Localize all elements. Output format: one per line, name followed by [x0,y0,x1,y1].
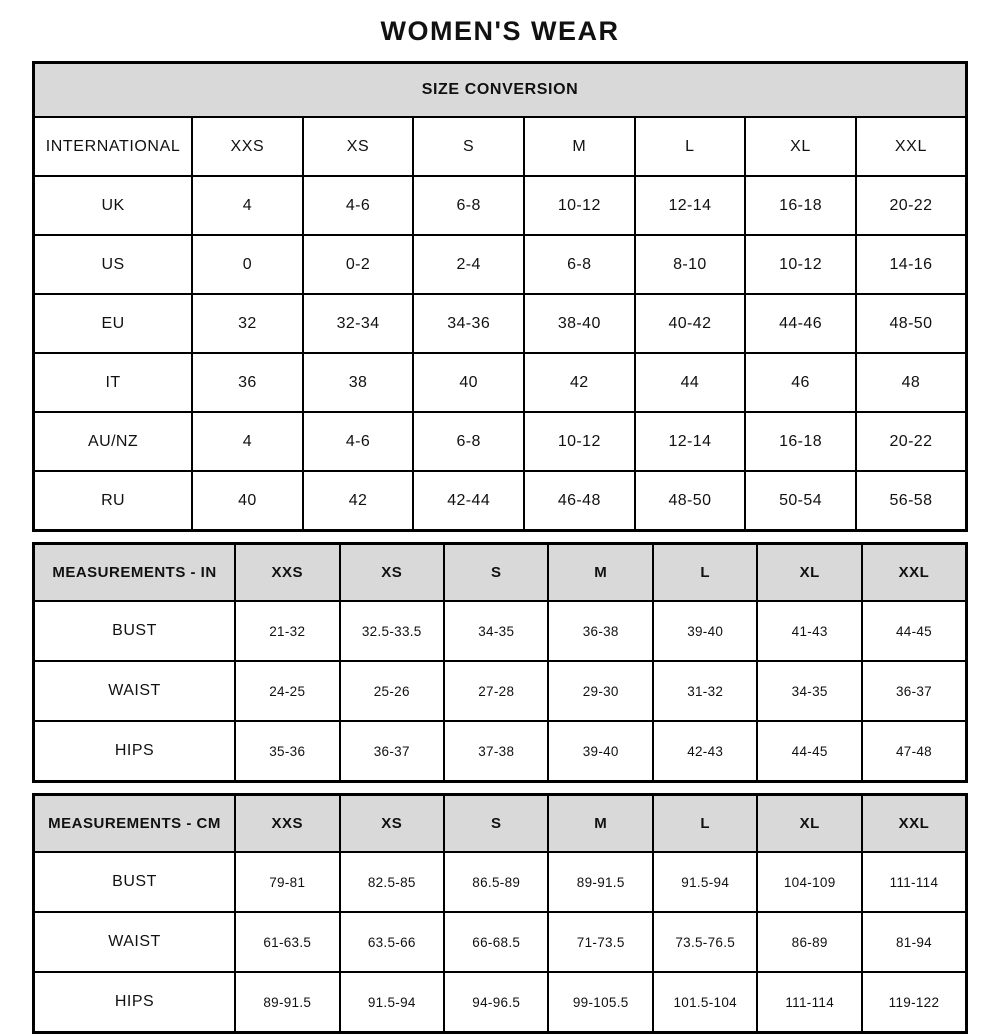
value-cell: 42-43 [653,721,757,782]
row-label: BUST [34,601,236,661]
value-cell: 44-46 [745,294,856,353]
table-title-row [34,63,967,118]
size-col-header: XS [303,117,414,176]
value-cell: 41-43 [757,601,861,661]
value-cell: 50-54 [745,471,856,531]
size-col-header: XS [340,795,444,853]
row-label: BUST [34,852,236,912]
value-cell: 44 [635,353,746,412]
value-cell: 99-105.5 [548,972,652,1033]
value-cell: 36 [192,353,303,412]
table-row [34,353,967,412]
row-label: WAIST [34,912,236,972]
value-cell: 34-35 [757,661,861,721]
value-cell: 39-40 [653,601,757,661]
value-cell: 34-36 [413,294,524,353]
value-cell: 40-42 [635,294,746,353]
table-row [34,661,967,721]
measurements-in-table [32,542,968,783]
size-col-header: XXL [862,795,967,853]
value-cell: 36-37 [862,661,967,721]
value-cell: 86-89 [757,912,861,972]
size-col-header: XL [757,544,861,602]
value-cell: 82.5-85 [340,852,444,912]
value-cell: 101.5-104 [653,972,757,1033]
table-row [34,176,967,235]
value-cell: 0-2 [303,235,414,294]
value-cell: 42 [303,471,414,531]
size-col-header: L [653,544,757,602]
value-cell: 38-40 [524,294,635,353]
value-cell: 6-8 [524,235,635,294]
row-label: UK [34,176,193,235]
value-cell: 25-26 [340,661,444,721]
value-cell: 20-22 [856,176,967,235]
table-row [34,972,967,1033]
measurements-header-row [34,544,967,602]
value-cell: 48-50 [856,294,967,353]
value-cell: 36-38 [548,601,652,661]
value-cell: 10-12 [745,235,856,294]
row-label: US [34,235,193,294]
value-cell: 37-38 [444,721,548,782]
value-cell: 40 [413,353,524,412]
size-col-header: S [444,544,548,602]
value-cell: 48-50 [635,471,746,531]
value-cell: 42-44 [413,471,524,531]
value-cell: 31-32 [653,661,757,721]
value-cell: 61-63.5 [235,912,339,972]
size-col-header: S [413,117,524,176]
size-col-header: L [653,795,757,853]
row-label: IT [34,353,193,412]
value-cell: 91.5-94 [653,852,757,912]
table-row [34,601,967,661]
value-cell: 24-25 [235,661,339,721]
value-cell: 29-30 [548,661,652,721]
value-cell: 14-16 [856,235,967,294]
value-cell: 42 [524,353,635,412]
row-label: EU [34,294,193,353]
value-cell: 6-8 [413,176,524,235]
row-header-label: INTERNATIONAL [34,117,193,176]
value-cell: 0 [192,235,303,294]
row-label: AU/NZ [34,412,193,471]
value-cell: 20-22 [856,412,967,471]
value-cell: 86.5-89 [444,852,548,912]
value-cell: 10-12 [524,176,635,235]
value-cell: 104-109 [757,852,861,912]
value-cell: 21-32 [235,601,339,661]
table-row [34,294,967,353]
value-cell: 32 [192,294,303,353]
value-cell: 4 [192,412,303,471]
value-cell: 91.5-94 [340,972,444,1033]
page-title: WOMEN'S WEAR [380,16,620,46]
value-cell: 94-96.5 [444,972,548,1033]
value-cell: 4 [192,176,303,235]
size-col-header: L [635,117,746,176]
value-cell: 39-40 [548,721,652,782]
size-col-header: S [444,795,548,853]
row-label: RU [34,471,193,531]
table-title: SIZE CONVERSION [34,63,967,118]
value-cell: 10-12 [524,412,635,471]
table-row [34,235,967,294]
value-cell: 36-37 [340,721,444,782]
size-conversion-table [32,61,968,532]
table-title: MEASUREMENTS - CM [34,795,236,853]
size-col-header: XXS [235,795,339,853]
size-col-header: XL [745,117,856,176]
value-cell: 89-91.5 [548,852,652,912]
table-title: MEASUREMENTS - IN [34,544,236,602]
value-cell: 46 [745,353,856,412]
value-cell: 27-28 [444,661,548,721]
value-cell: 35-36 [235,721,339,782]
value-cell: 12-14 [635,412,746,471]
value-cell: 44-45 [862,601,967,661]
size-col-header: XS [340,544,444,602]
value-cell: 32-34 [303,294,414,353]
size-col-header: XL [757,795,861,853]
value-cell: 111-114 [757,972,861,1033]
table-row [34,471,967,531]
value-cell: 12-14 [635,176,746,235]
value-cell: 89-91.5 [235,972,339,1033]
size-col-header: XXS [192,117,303,176]
size-col-header: XXS [235,544,339,602]
table-row [34,412,967,471]
value-cell: 47-48 [862,721,967,782]
value-cell: 4-6 [303,412,414,471]
value-cell: 81-94 [862,912,967,972]
value-cell: 44-45 [757,721,861,782]
measurements-header-row [34,795,967,853]
size-col-header: XXL [856,117,967,176]
size-col-header: XXL [862,544,967,602]
table-row [34,721,967,782]
value-cell: 16-18 [745,176,856,235]
value-cell: 46-48 [524,471,635,531]
row-label: HIPS [34,972,236,1033]
value-cell: 38 [303,353,414,412]
row-label: WAIST [34,661,236,721]
value-cell: 63.5-66 [340,912,444,972]
value-cell: 73.5-76.5 [653,912,757,972]
value-cell: 40 [192,471,303,531]
size-col-header: M [524,117,635,176]
table-row [34,852,967,912]
value-cell: 119-122 [862,972,967,1033]
value-cell: 111-114 [862,852,967,912]
value-cell: 66-68.5 [444,912,548,972]
value-cell: 32.5-33.5 [340,601,444,661]
value-cell: 16-18 [745,412,856,471]
size-header-row [34,117,967,176]
value-cell: 34-35 [444,601,548,661]
value-cell: 48 [856,353,967,412]
measurements-cm-table [32,793,968,1034]
value-cell: 79-81 [235,852,339,912]
value-cell: 56-58 [856,471,967,531]
value-cell: 8-10 [635,235,746,294]
value-cell: 71-73.5 [548,912,652,972]
value-cell: 6-8 [413,412,524,471]
size-col-header: M [548,544,652,602]
table-row [34,912,967,972]
size-col-header: M [548,795,652,853]
row-label: HIPS [34,721,236,782]
value-cell: 4-6 [303,176,414,235]
value-cell: 2-4 [413,235,524,294]
